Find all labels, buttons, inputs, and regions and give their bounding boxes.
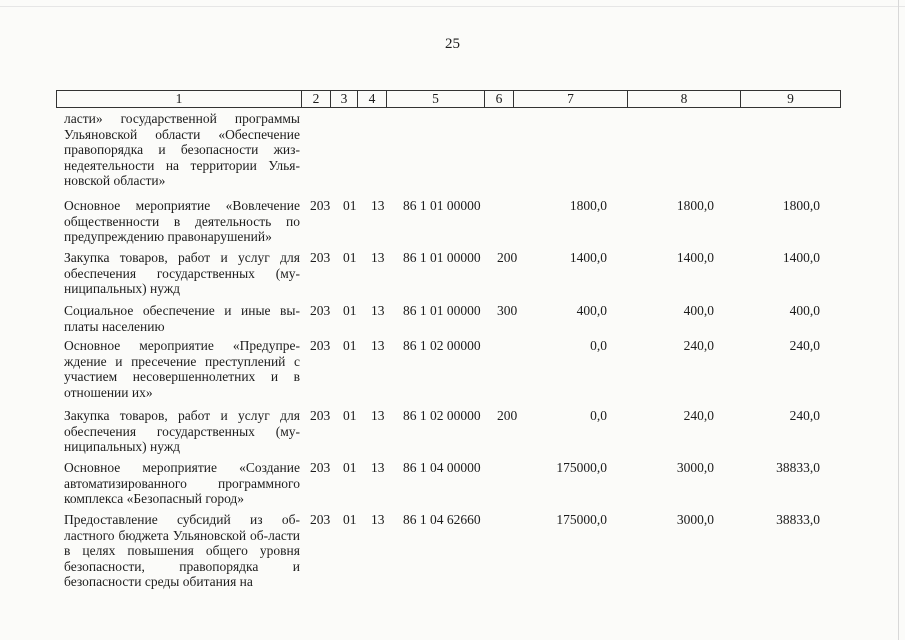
row-amount-col9: 38833,0 [776, 512, 820, 527]
row-amount-col8: 3000,0 [676, 512, 714, 527]
row-section: 01 [343, 512, 357, 527]
row-kvsr: 203 [310, 338, 331, 353]
row-amount-col7: 0,0 [590, 338, 607, 353]
page-edge-right [898, 0, 899, 640]
row-subsection: 13 [371, 408, 385, 423]
row-subsection: 13 [371, 303, 385, 318]
row-description: Социальное обеспечение и иные вы-платы населению [64, 303, 300, 334]
row-amount-col8: 240,0 [683, 338, 714, 353]
column-header-1: 1 [57, 91, 302, 108]
row-target-article: 86 1 04 00000 [403, 460, 481, 475]
row-amount-col7: 175000,0 [556, 512, 607, 527]
row-amount-col8: 240,0 [683, 408, 714, 423]
row-target-article: 86 1 04 62660 [403, 512, 481, 527]
row-description: Основное мероприятие «Предупре-ждение и пресечение преступлений с участием несовершеннолетних и в отношении их» [64, 338, 300, 400]
row-amount-col9: 400,0 [789, 303, 820, 318]
row-kvsr: 203 [310, 198, 331, 213]
row-target-article: 86 1 01 00000 [403, 250, 481, 265]
row-section: 01 [343, 250, 357, 265]
row-section: 01 [343, 408, 357, 423]
row-subsection: 13 [371, 198, 385, 213]
column-header-row [56, 90, 841, 108]
row-amount-col8: 3000,0 [676, 460, 714, 475]
row-target-article: 86 1 02 00000 [403, 338, 481, 353]
row-amount-col9: 240,0 [789, 338, 820, 353]
row-expense-type: 200 [497, 250, 518, 265]
row-amount-col7: 0,0 [590, 408, 607, 423]
column-header-3: 3 [331, 91, 358, 108]
row-amount-col8: 1800,0 [676, 198, 714, 213]
row-section: 01 [343, 460, 357, 475]
row-amount-col9: 240,0 [789, 408, 820, 423]
row-amount-col9: 38833,0 [776, 460, 820, 475]
row-kvsr: 203 [310, 303, 331, 318]
row-section: 01 [343, 198, 357, 213]
row-amount-col7: 1400,0 [569, 250, 607, 265]
row-kvsr: 203 [310, 460, 331, 475]
column-header-6: 6 [485, 91, 514, 108]
row-amount-col9: 1400,0 [782, 250, 820, 265]
row-section: 01 [343, 303, 357, 318]
row-description: Предоставление субсидий из об-ластного бюджета Ульяновской об-ласти в целях повышения общего уровня безопасности, правопорядка и безопасности среды обитания на [64, 512, 300, 590]
row-target-article: 86 1 01 00000 [403, 198, 481, 213]
row-kvsr: 203 [310, 408, 331, 423]
row-description: Основное мероприятие «Вовлечение общественности в деятельность по предупреждению правонарушений» [64, 198, 300, 245]
column-header-9: 9 [741, 91, 841, 108]
row-description: Закупка товаров, работ и услуг для обеспечения государственных (му-ниципальных) нужд [64, 408, 300, 455]
row-target-article: 86 1 02 00000 [403, 408, 481, 423]
row-subsection: 13 [371, 338, 385, 353]
row-amount-col7: 175000,0 [556, 460, 607, 475]
column-header-2: 2 [302, 91, 331, 108]
row-amount-col7: 1800,0 [569, 198, 607, 213]
column-header-7: 7 [514, 91, 628, 108]
row-section: 01 [343, 338, 357, 353]
row-kvsr: 203 [310, 512, 331, 527]
row-subsection: 13 [371, 250, 385, 265]
row-expense-type: 200 [497, 408, 518, 423]
row-amount-col8: 400,0 [683, 303, 714, 318]
page-edge-top [0, 6, 905, 7]
row-expense-type: 300 [497, 303, 518, 318]
row-description: Закупка товаров, работ и услуг для обеспечения государственных (му-ниципальных) нужд [64, 250, 300, 297]
column-header-8: 8 [628, 91, 741, 108]
column-header-4: 4 [358, 91, 387, 108]
row-subsection: 13 [371, 460, 385, 475]
row-description: Основное мероприятие «Создание автоматизированного программного комплекса «Безопасный город» [64, 460, 300, 507]
continued-description: ласти» государственной программы Ульяновской области «Обеспечение правопорядка и безопасности жиз-недеятельности на территории Улья-новской области» [64, 111, 300, 189]
page-number: 25 [445, 36, 460, 52]
column-header-5: 5 [387, 91, 485, 108]
row-subsection: 13 [371, 512, 385, 527]
row-amount-col8: 1400,0 [676, 250, 714, 265]
row-amount-col9: 1800,0 [782, 198, 820, 213]
row-amount-col7: 400,0 [576, 303, 607, 318]
row-kvsr: 203 [310, 250, 331, 265]
row-target-article: 86 1 01 00000 [403, 303, 481, 318]
